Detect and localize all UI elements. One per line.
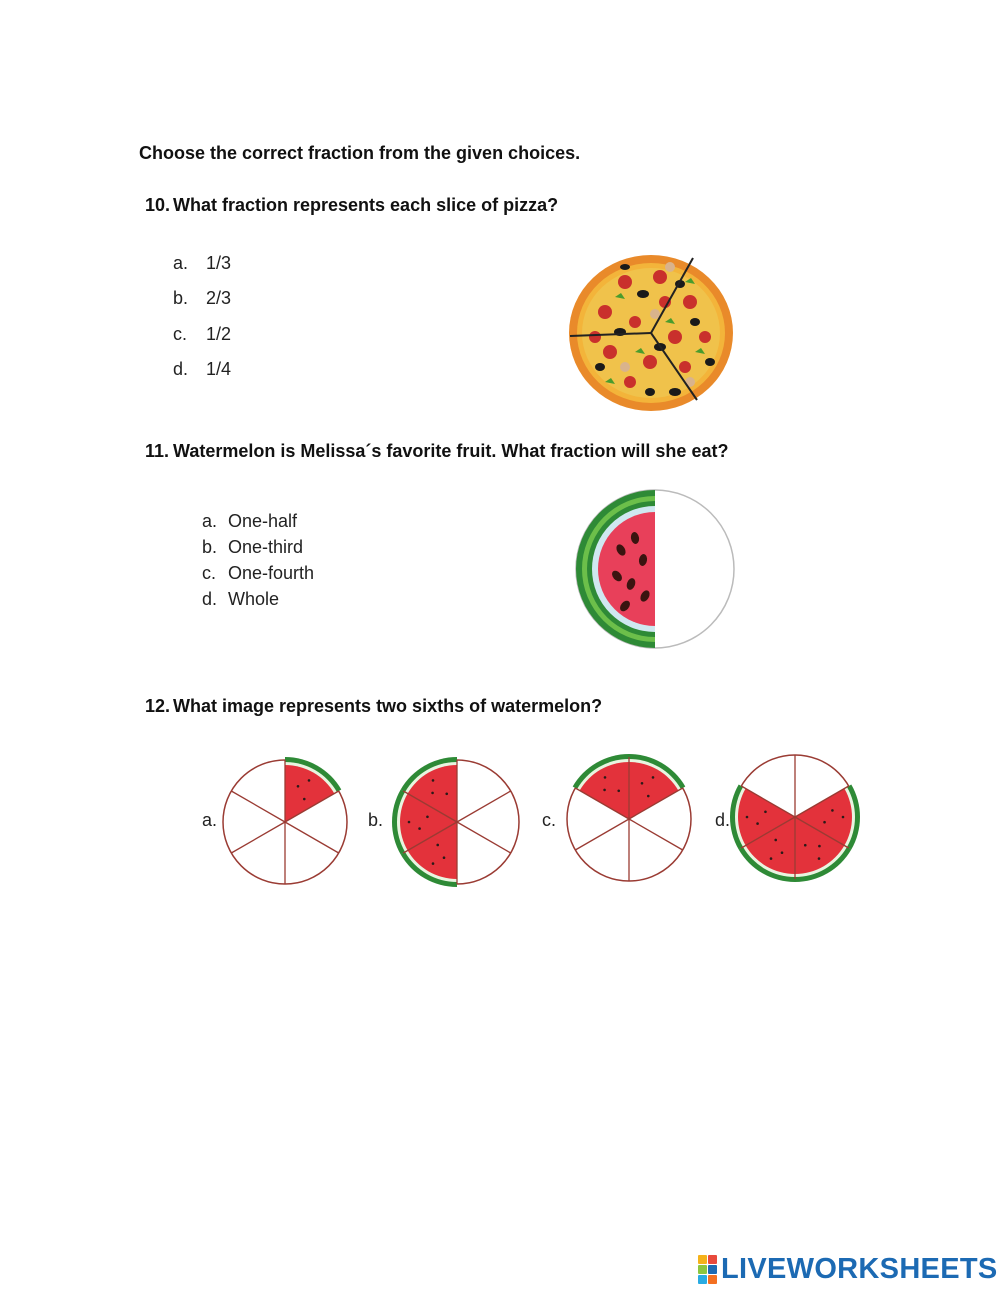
option-letter: c. xyxy=(202,563,217,583)
q12-choice-b-label: b. xyxy=(368,810,384,830)
q10-option-c[interactable] xyxy=(173,324,231,345)
question-10-text: What fraction represents each slice of pizza? xyxy=(173,195,559,215)
option-text: Whole xyxy=(228,589,280,609)
q12-choice-a-label: a. xyxy=(202,810,218,830)
option-letter: b. xyxy=(202,537,218,557)
option-letter: a. xyxy=(202,511,218,531)
question-12-text: What image represents two sixths of watermelon? xyxy=(173,696,603,716)
liveworksheets-logo xyxy=(698,1253,998,1286)
option-text: One-fourth xyxy=(228,563,315,583)
q11-option-a[interactable] xyxy=(202,511,297,532)
q11-option-c[interactable] xyxy=(202,563,314,584)
question-11-text: Watermelon is Melissa´s favorite fruit. What fraction will she eat? xyxy=(173,441,729,461)
q10-option-b[interactable] xyxy=(173,288,231,309)
option-text: One-half xyxy=(228,511,298,531)
option-text: 1/2 xyxy=(206,324,232,344)
q12-choice-b-image[interactable] xyxy=(390,755,524,889)
question-11-number: 11. xyxy=(145,441,170,461)
q12-choice-c-image[interactable] xyxy=(562,752,696,886)
option-letter: c. xyxy=(173,324,188,344)
option-letter: d. xyxy=(173,359,189,379)
q12-choice-a-image[interactable] xyxy=(218,755,352,889)
option-text: 1/4 xyxy=(206,359,232,379)
q11-option-d[interactable] xyxy=(202,589,279,610)
instruction-text: Choose the correct fraction from the given choices. xyxy=(139,143,581,163)
logo-blocks-icon xyxy=(698,1255,717,1284)
option-text: One-third xyxy=(228,537,304,557)
q10-option-a[interactable] xyxy=(173,253,231,274)
logo-text: LIVEWORKSHEETS xyxy=(721,1253,998,1285)
pizza-image xyxy=(565,252,737,414)
option-letter: d. xyxy=(202,589,218,609)
question-12-number: 12. xyxy=(145,696,171,716)
option-letter: b. xyxy=(173,288,189,308)
half-watermelon-image xyxy=(573,488,738,650)
option-letter: a. xyxy=(173,253,189,273)
option-text: 2/3 xyxy=(206,288,232,308)
question-10-number: 10. xyxy=(145,195,171,215)
q12-choice-c-label: c. xyxy=(542,810,557,830)
q12-choice-d-image[interactable] xyxy=(728,750,862,884)
q10-option-d[interactable] xyxy=(173,359,231,380)
q11-option-b[interactable] xyxy=(202,537,303,558)
q12-choice-d-label: d. xyxy=(715,810,731,830)
option-text: 1/3 xyxy=(206,253,232,273)
